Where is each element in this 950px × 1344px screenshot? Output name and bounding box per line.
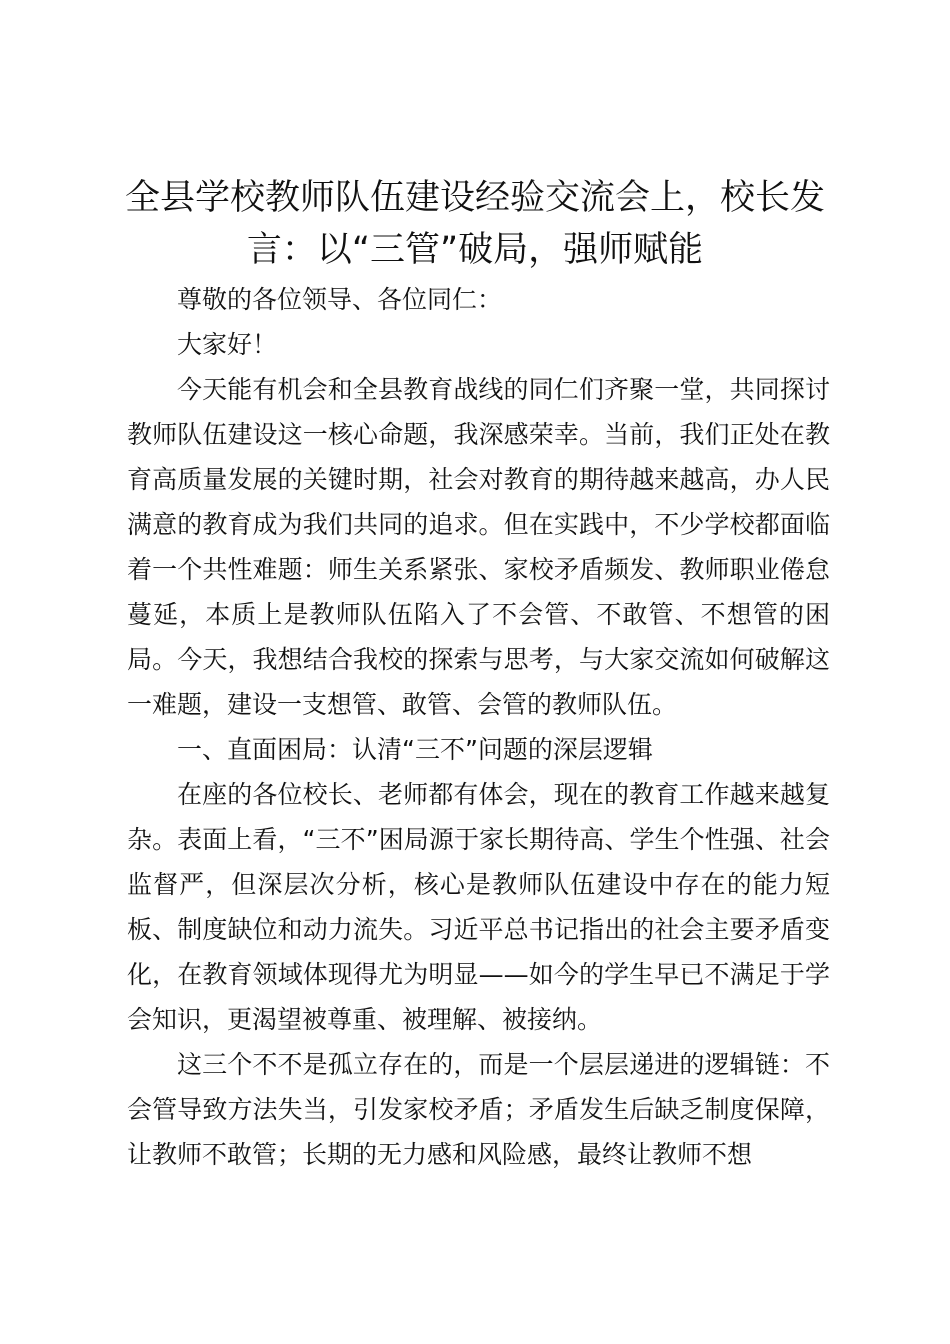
section-heading-1: 一、直面困局：认清“三不”问题的深层逻辑 (177, 735, 653, 764)
salutation: 尊敬的各位领导、各位同仁： (177, 285, 503, 314)
document-body (127, 277, 830, 1177)
section-1-paragraph-1: 在座的各位校长、老师都有体会，现在的教育工作越来越复杂。表面上看，“三不”困局源于家长期待高、学生个性强、社会监督严，但深层次分析，核心是教师队伍建设中存在的能力短板、制度缺位和动力流失。习近平总书记指出的社会主要矛盾变化，在教育领域体现得尤为明显——如今的学生早已不满足于学会知识，更渴望被尊重、被理解、被接纳。 (127, 780, 830, 1034)
section-1-paragraph-2: 这三个不不是孤立存在的，而是一个层层递进的逻辑链：不会管导致方法失当，引发家校矛盾；矛盾发生后缺乏制度保障，让教师不敢管；长期的无力感和风险感，最终让教师不想 (127, 1050, 830, 1169)
greeting: 大家好！ (177, 330, 278, 359)
document-title: 全县学校教师队伍建设经验交流会上，校长发言：以“三管”破局，强师赋能 (124, 178, 825, 270)
intro-paragraph: 今天能有机会和全县教育战线的同仁们齐聚一堂，共同探讨教师队伍建设这一核心命题，我深感荣幸。当前，我们正处在教育高质量发展的关键时期，社会对教育的期待越来越高，办人民满意的教育成为我们共同的追求。但在实践中，不少学校都面临着一个共性难题：师生关系紧张、家校矛盾频发、教师职业倦怠蔓延，本质上是教师队伍陷入了不会管、不敢管、不想管的困局。今天，我想结合我校的探索与思考，与大家交流如何破解这一难题，建设一支想管、敢管、会管的教师队伍。 (127, 375, 830, 719)
